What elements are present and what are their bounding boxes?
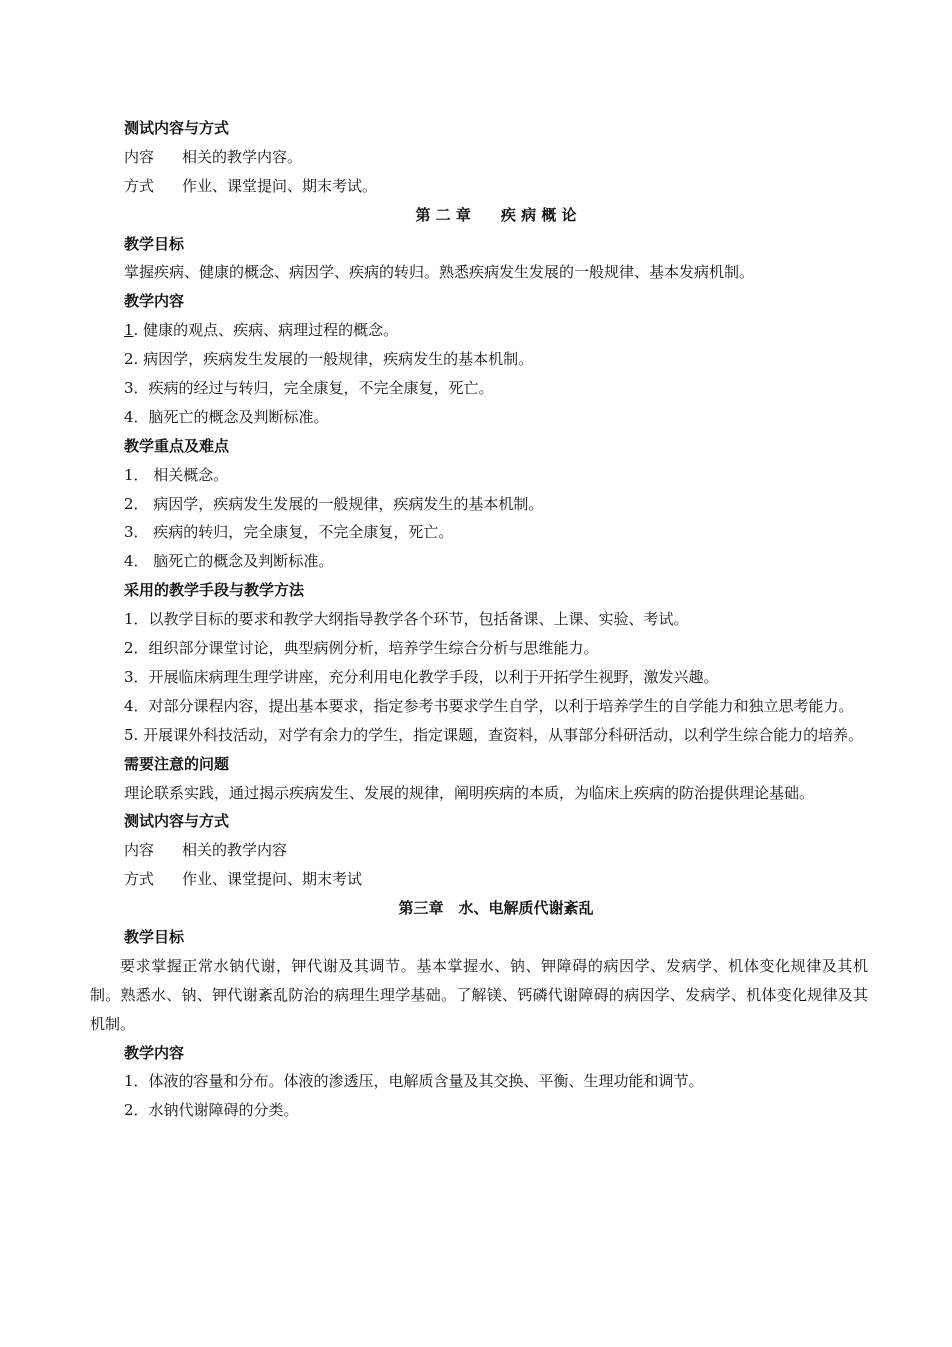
section-heading: 测试内容与方式 bbox=[124, 119, 230, 137]
list-item: 3．疾病的经过与转归，完全康复，不完全康复，死亡。 bbox=[124, 379, 494, 398]
row-value: 相关的教学内容 bbox=[182, 841, 288, 860]
section-heading: 测试内容与方式 bbox=[124, 812, 230, 831]
list-item: 4． 脑死亡的概念及判断标准。 bbox=[124, 552, 334, 571]
section-heading: 教学重点及难点 bbox=[124, 436, 230, 455]
row-label: 内容 bbox=[124, 841, 155, 860]
test-method-row bbox=[124, 172, 868, 201]
chapter-title: 第三章 水、电解质代谢紊乱 bbox=[398, 899, 594, 918]
section-heading: 需要注意的问题 bbox=[124, 754, 230, 773]
list-item: 2. 病因学，疾病发生发展的一般规律，疾病发生的基本机制。 bbox=[124, 350, 534, 369]
list-item: 2． 病因学，疾病发生发展的一般规律，疾病发生的基本机制。 bbox=[124, 494, 544, 513]
section-heading: 采用的教学手段与教学方法 bbox=[124, 581, 305, 600]
row-label: 方式 bbox=[124, 176, 155, 195]
chapter-title: 第 二 章 疾 病 概 论 bbox=[415, 205, 577, 224]
list-item: 2．组织部分课堂讨论，典型病例分析，培养学生综合分析与思维能力。 bbox=[124, 639, 599, 658]
row-value: 作业、课堂提问、期末考试。 bbox=[182, 176, 378, 195]
list-item: 2．水钠代谢障碍的分类。 bbox=[124, 1101, 299, 1120]
test-content-row bbox=[124, 143, 868, 172]
section-heading: 教学内容 bbox=[124, 1043, 185, 1062]
paragraph: 要求掌握正常水钠代谢，钾代谢及其调节。基本掌握水、钠、钾障碍的病因学、发病学、机体变化规律及其机制。熟悉水、钠、钾代谢紊乱防治的病理生理学基础。了解镁、钙磷代谢障碍的病因学、发病学、机体变化规律及其机制。 bbox=[90, 956, 868, 1033]
row-label: 方式 bbox=[124, 870, 155, 889]
row-value: 相关的教学内容。 bbox=[182, 147, 303, 166]
test-method-row bbox=[124, 865, 868, 894]
row-value: 作业、课堂提问、期末考试 bbox=[182, 870, 363, 889]
list-item: 1．体液的容量和分布。体液的渗透压，电解质含量及其交换、平衡、生理功能和调节。 bbox=[124, 1072, 704, 1091]
list-item: 5. 开展课外科技活动，对学有余力的学生，指定课题，查资料，从事部分科研活动，以利学生综合能力的培养。 bbox=[124, 725, 864, 744]
list-item bbox=[124, 316, 868, 345]
list-item: 3． 疾病的转归，完全康复，不完全康复，死亡。 bbox=[124, 523, 454, 542]
paragraph: 理论联系实践，通过揭示疾病发生、发展的规律，阐明疾病的本质，为临床上疾病的防治提供理论基础。 bbox=[124, 783, 815, 802]
paragraph: 掌握疾病、健康的概念、病因学、疾病的转归。熟悉疾病发生发展的一般规律、基本发病机制。 bbox=[124, 263, 755, 282]
section-heading: 教学目标 bbox=[124, 234, 185, 253]
list-number: 1 bbox=[124, 321, 134, 340]
list-item: 4．对部分课程内容，提出基本要求，指定参考书要求学生自学，以利于培养学生的自学能力和独立思考能力。 bbox=[124, 696, 854, 715]
section-heading: 教学内容 bbox=[124, 292, 185, 311]
section-heading: 教学目标 bbox=[124, 927, 185, 946]
list-item: 1．以教学目标的要求和教学大纲指导教学各个环节，包括备课、上课、实验、考试。 bbox=[124, 610, 689, 629]
list-item: 3．开展临床病理生理学讲座，充分利用电化教学手段，以利于开拓学生视野，激发兴趣。 bbox=[124, 667, 719, 686]
document-body bbox=[90, 114, 868, 1125]
list-text: . 健康的观点、疾病、病理过程的概念。 bbox=[133, 321, 399, 340]
row-label: 内容 bbox=[124, 147, 155, 166]
test-content-row bbox=[124, 836, 868, 865]
list-item: 4．脑死亡的概念及判断标准。 bbox=[124, 407, 329, 426]
list-item: 1． 相关概念。 bbox=[124, 465, 229, 484]
